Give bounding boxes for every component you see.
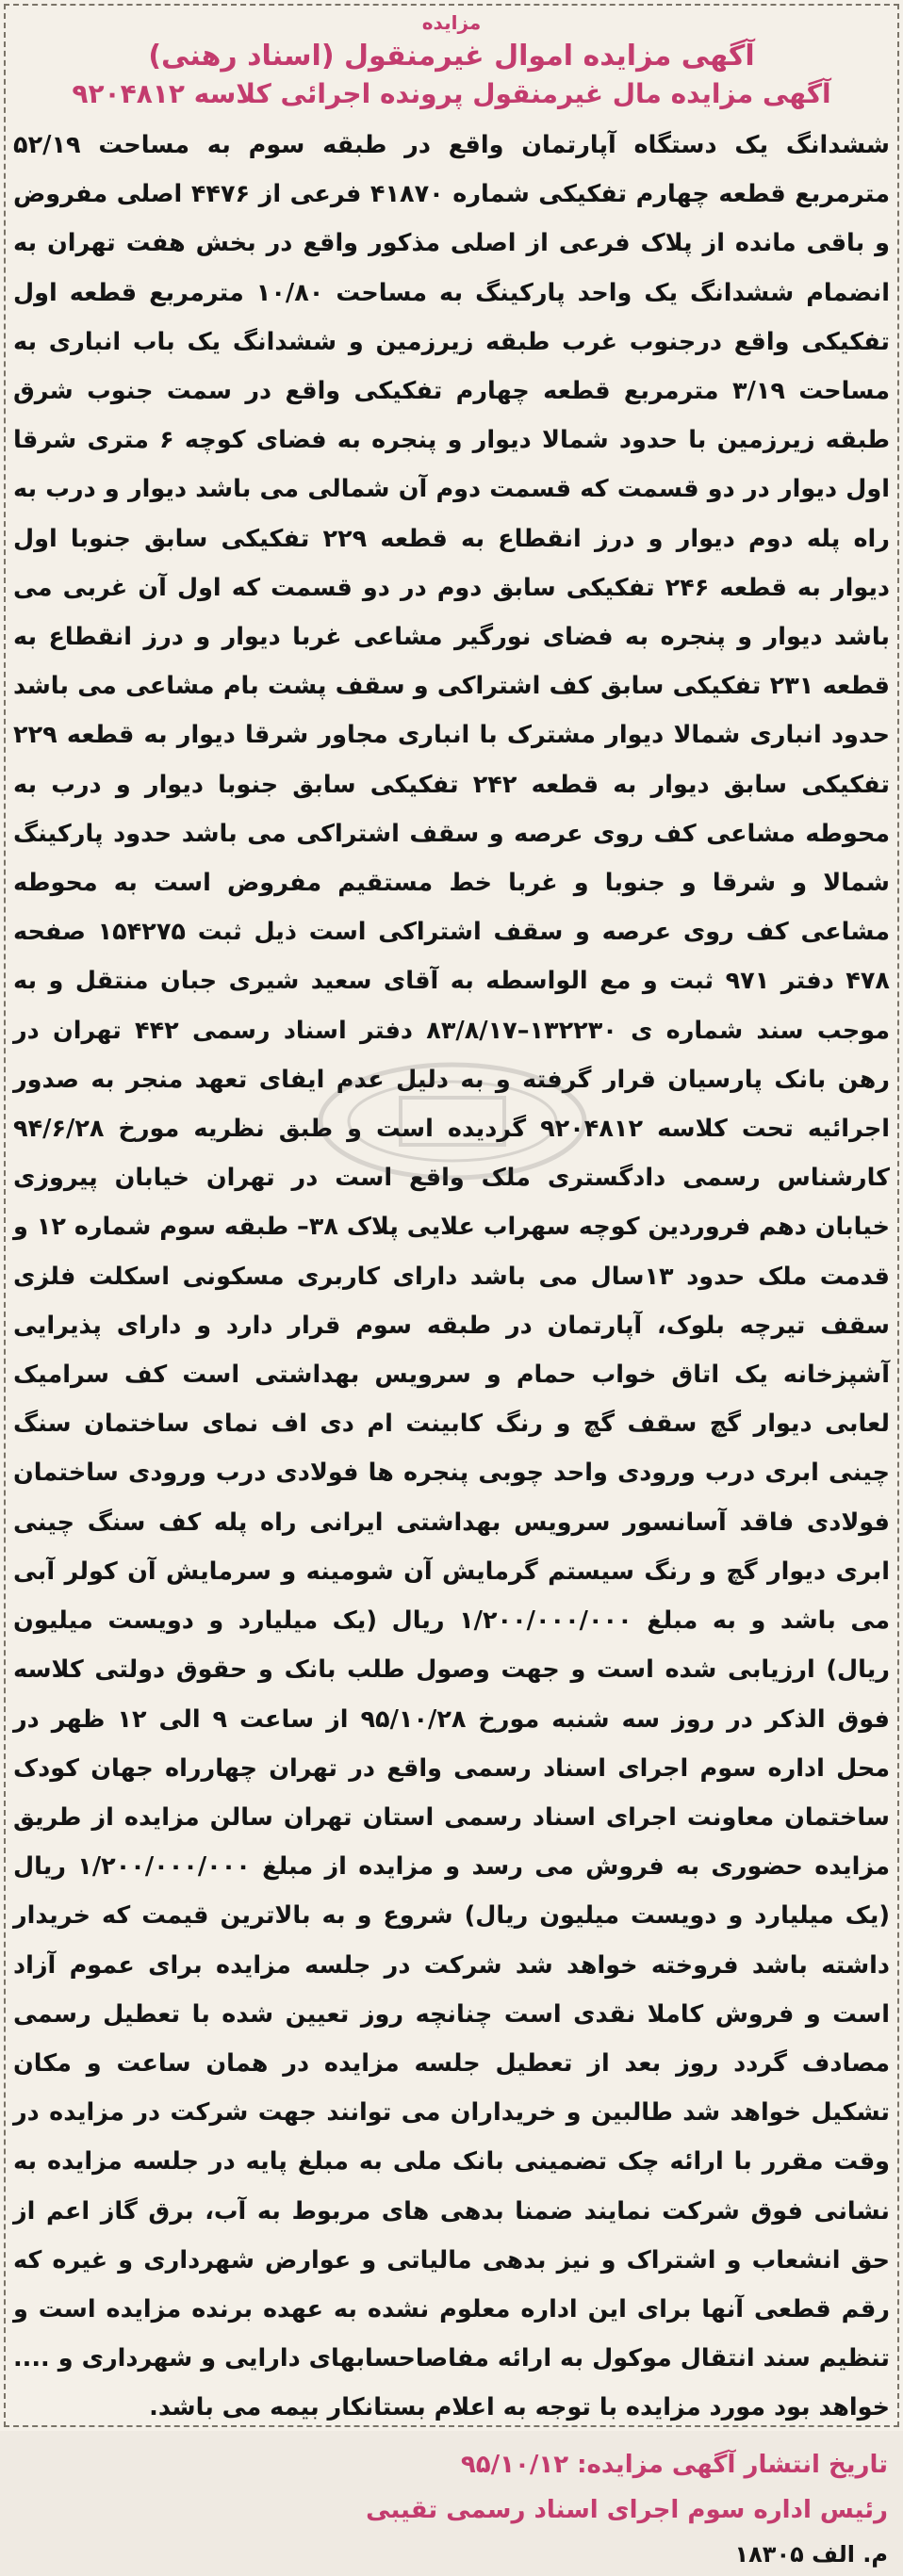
reference-number: م. الف ۱۸۳۰۵ [734, 2540, 888, 2568]
notice-footer [8, 2442, 895, 2576]
notice-tag: مزایده [421, 11, 482, 34]
notice-header [8, 11, 895, 109]
publish-date: تاریخ انتشار آگهی مزایده: ۹۵/۱۰/۱۲ [460, 2450, 888, 2479]
notice-subtitle: آگهی مزایده مال غیرمنقول پرونده اجرائی کلاسه ۹۲۰۴۸۱۲ [72, 78, 831, 109]
notice-title: آگهی مزایده اموال غیرمنقول (اسناد رهنی) [148, 40, 755, 73]
notice-body: ششدانگ یک دستگاه آپارتمان واقع در طبقه سوم به مساحت ۵۲/۱۹ مترمربع قطعه چهارم تفکیکی شماره ۴۱۸۷۰ فرعی از ۴۴۷۶ اصلی مفروض و باقی مانده از پلاک فرعی از اصلی مذکور واقع در بخش هفت تهران به انضمام ششدانگ یک واحد پارکینگ به مساحت ۱۰/۸۰ مترمربع قطعه اول تفکیکی واقع درجنوب غرب طبقه زیرزمین و ششدانگ یک باب انباری به مساحت ۳/۱۹ مترمربع قطعه چهارم تفکیکی واقع در سمت جنوب شرق طبقه زیرزمین با حدود شمالا دیوار و پنجره به فضای کوچه ۶ متری شرقا اول دیوار در دو قسمت که قسمت دوم آن شمالی می باشد دیوار و درب به راه پله دوم دیوار و درز انقطاع به قطعه ۲۲۹ تفکیکی سابق جنوبا اول دیوار به قطعه ۲۴۶ تفکیکی سابق دوم در دو قسمت که اول آن غربی می باشد دیوار و پنجره به فضای نورگیر مشاعی غربا دیوار و درز انقطاع به قطعه ۲۳۱ تفکیکی سابق کف اشتراکی و سقف پشت بام مشاعی می باشد حدود انباری شمالا دیوار مشترک با انباری مجاور شرقا دیوار به قطعه ۲۲۹ تفکیکی سابق دیوار به قطعه ۲۴۲ تفکیکی سابق جنوبا دیوار و درب به محوطه مشاعی کف روی عرصه و سقف اشتراکی می باشد حدود پارکینگ شمالا و شرقا و جنوبا و غربا خط مستقیم مفروض است به محوطه مشاعی کف روی عرصه و سقف اشتراکی است ذیل ثبت ۱۵۴۲۷۵ صفحه ۴۷۸ دفتر ۹۷۱ ثبت و مع الواسطه به آقای سعید شیری جبان منتقل و به موجب سند شماره ی ۱۳۲۲۳۰–۸۳/۸/۱۷ دفتر اسناد رسمی ۴۴۲ تهران در رهن بانک پارسیان قرار گرفته و به دلیل عدم ایفای تعهد منجر به صدور اجرائیه تحت کلاسه ۹۲۰۴۸۱۲ گردیده است و طبق نظریه مورخ ۹۴/۶/۲۸ کارشناس رسمی دادگستری ملک واقع است در تهران خیابان پیروزی خیابان دهم فروردین کوچه سهراب علایی پلاک ۳۸– طبقه سوم شماره ۱۲ و قدمت ملک حدود ۱۳سال می باشد دارای کاربری مسکونی اسکلت فلزی سقف تیرچه بلوک، آپارتمان در طبقه سوم قرار دارد و دارای پذیرایی آشپزخانه یک اتاق خواب حمام و سرویس بهداشتی است کف سرامیک لعابی دیوار گچ سقف گچ و رنگ کابینت ام دی اف نمای ساختمان سنگ چینی ابری درب ورودی واحد چوبی پنجره ها فولادی درب ورودی ساختمان فولادی فاقد آسانسور سرویس بهداشتی ایرانی راه پله کف سنگ چینی ابری دیوار گچ و رنگ سیستم گرمایش آن شومینه و سرمایش آن کولر آبی می باشد و به مبلغ ۱/۲۰۰/۰۰۰/۰۰۰ ریال (یک میلیارد و دویست میلیون ریال) ارزیابی شده است و جهت وصول طلب بانک و حقوق دولتی کلاسه فوق الذکر در روز سه شنبه مورخ ۹۵/۱۰/۲۸ از ساعت ۹ الی ۱۲ ظهر در محل اداره سوم اجرای اسناد رسمی واقع در تهران چهارراه جهان کودک ساختمان معاونت اجرای اسناد رسمی استان تهران سالن مزایده از طریق مزایده حضوری به فروش می رسد و مزایده از مبلغ ۱/۲۰۰/۰۰۰/۰۰۰ ریال (یک میلیارد و دویست میلیون ریال) شروع و به بالاترین قیمت که خریدار داشته باشد فروخته خواهد شد شرکت در جلسه مزایده برای عموم آزاد است و فروش کاملا نقدی است چنانچه روز تعیین شده با تعطیل رسمی مصادف گردد روز بعد از تعطیل جلسه مزایده در همان ساعت و مکان تشکیل خواهد شد طالبین و خریداران می توانند جهت شرکت در مزایده در وقت مقرر با ارائه چک تضمینی بانک ملی به مبلغ پایه در جلسه مزایده به نشانی فوق شرکت نمایند ضمنا بدهی های مربوط به آب، برق گاز اعم از حق انشعاب و اشتراک و نیز بدهی مالیاتی و عوارض شهرداری و غیره که رقم قطعی آنها برای این اداره معلوم نشده به عهده برنده مزایده است و تنظیم سند انتقال موکول به ارائه مفاصاحسابهای دارایی و شهرداری و .... خواهد بود مورد مزایده با توجه به اعلام بستانکار بیمه می باشد. [13, 131, 891, 2422]
signature-line: رئیس اداره سوم اجرای اسناد رسمی تقیبی [366, 2495, 888, 2524]
